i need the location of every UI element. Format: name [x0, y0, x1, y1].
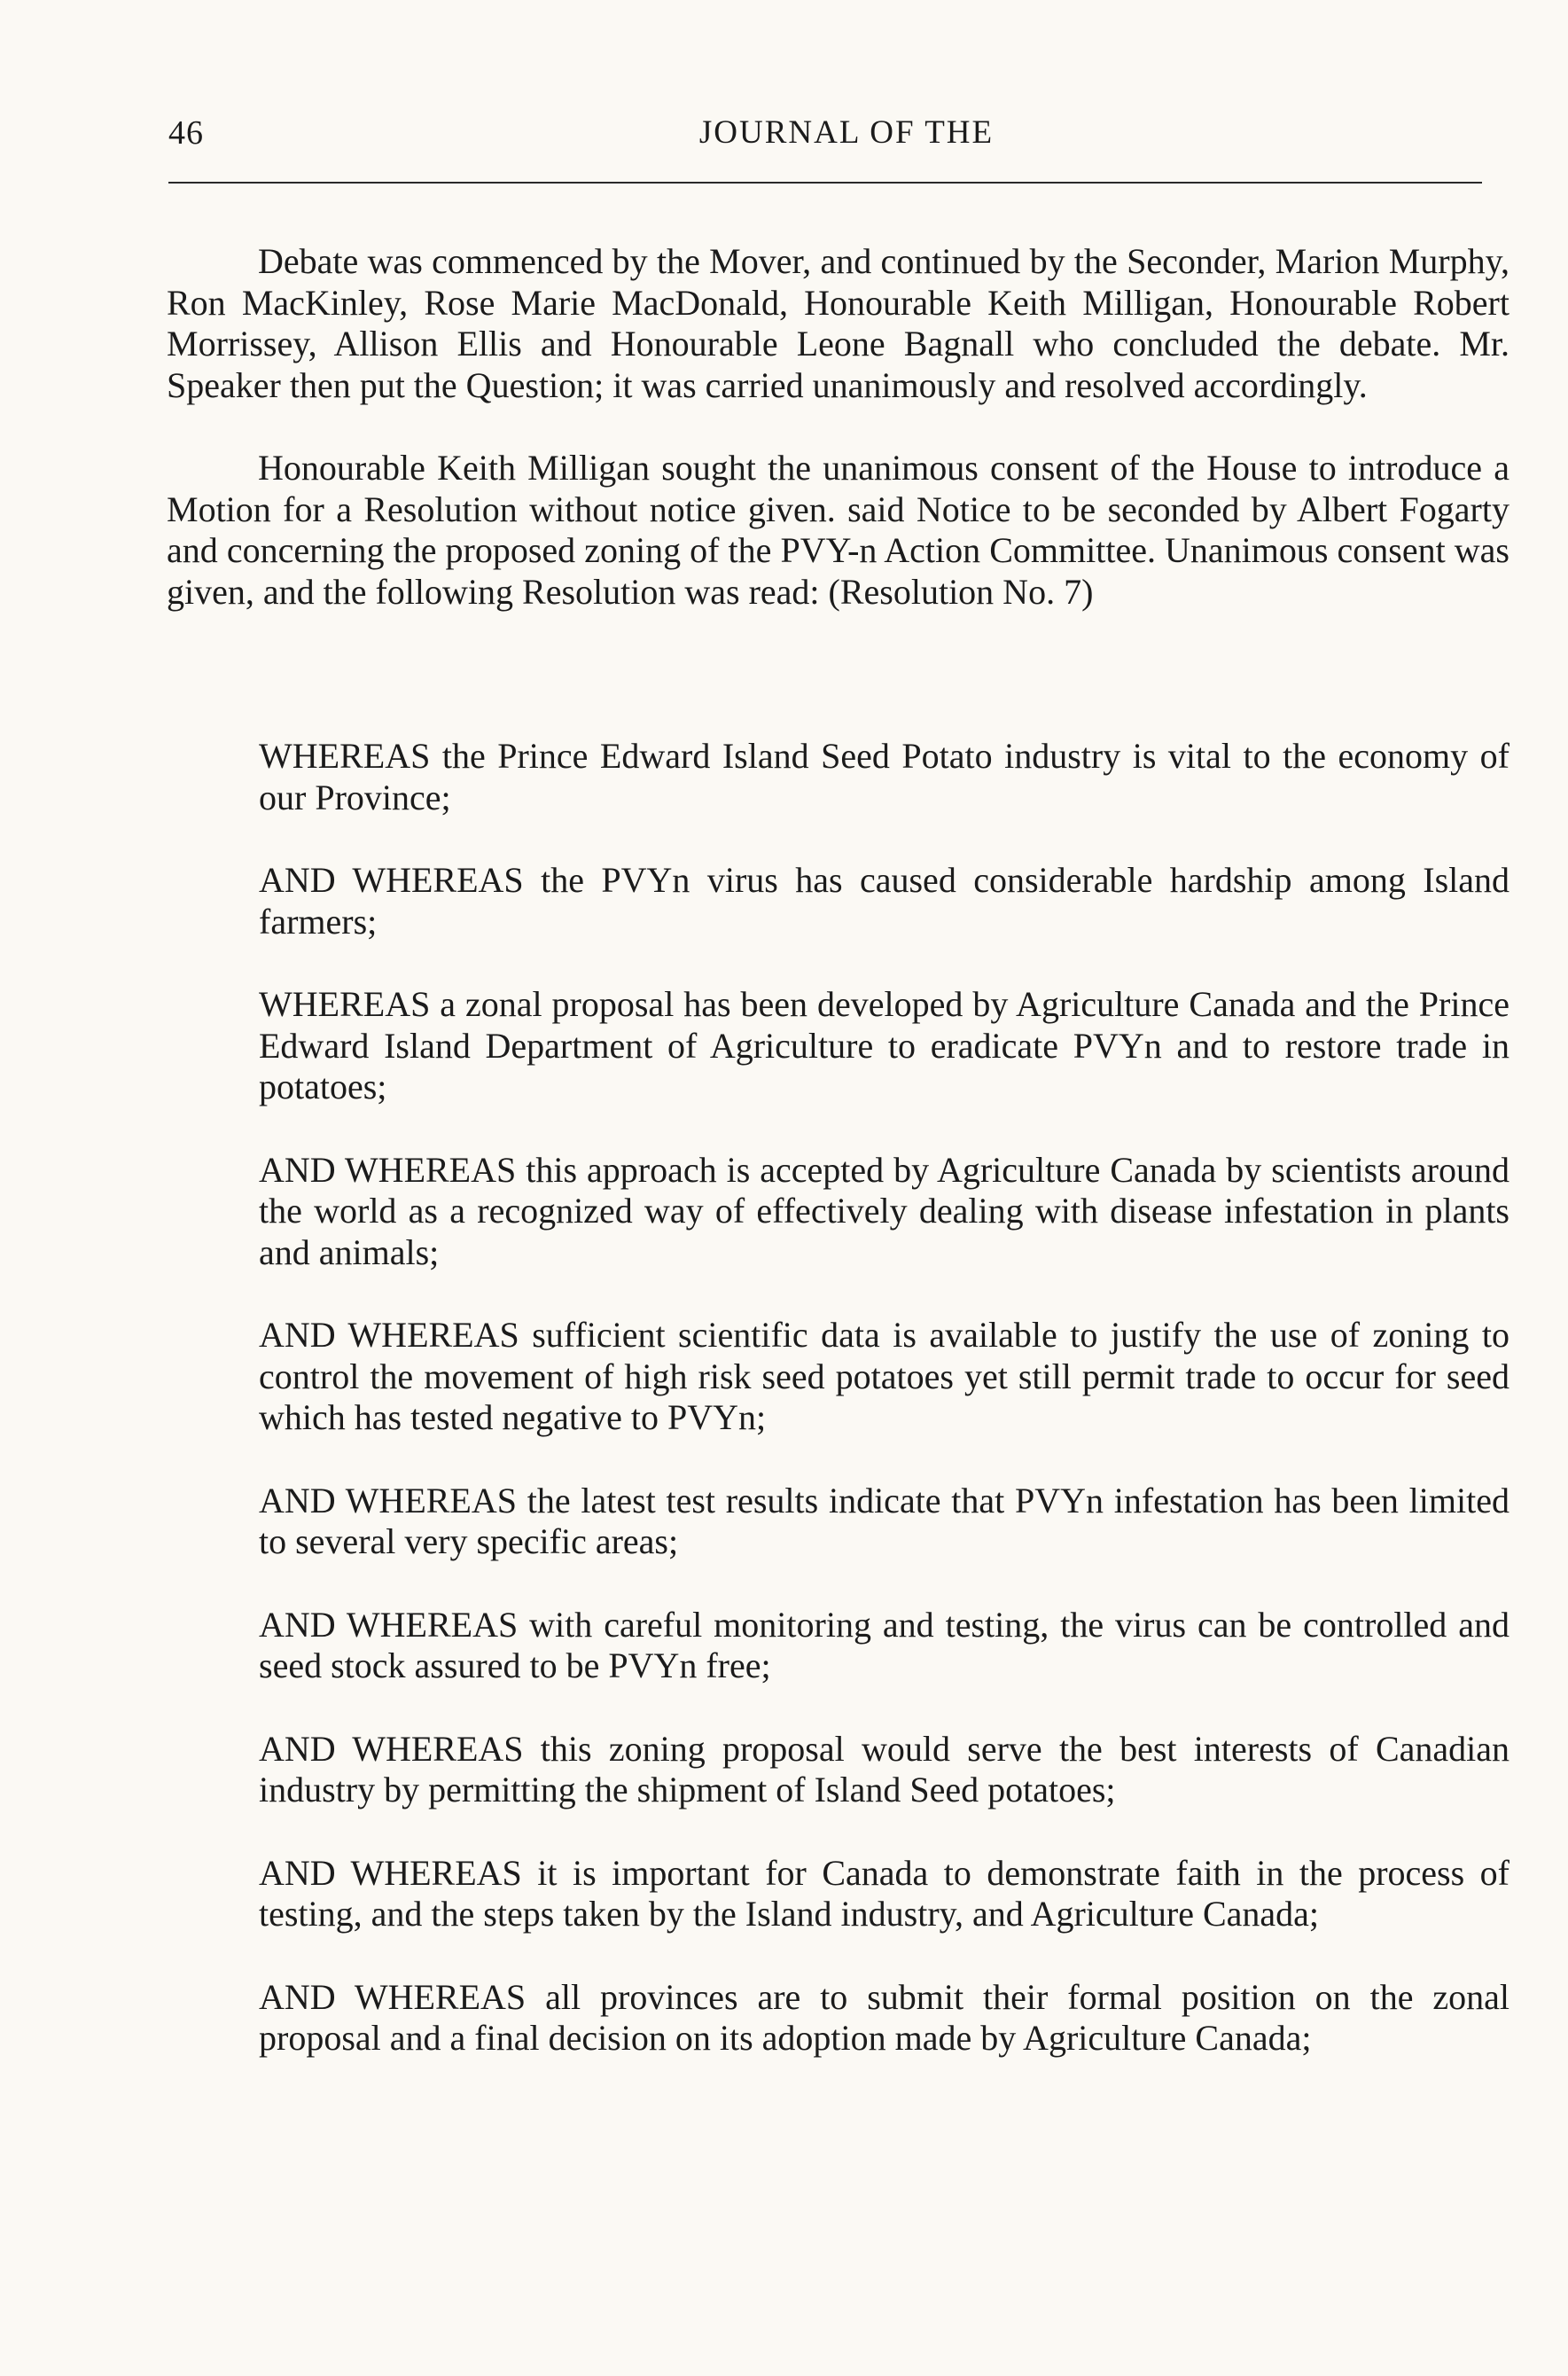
- page-number: 46: [168, 114, 204, 152]
- resolution-text: [259, 736, 1509, 2101]
- page-header: [168, 113, 1480, 158]
- resolution-clause: AND WHEREAS this approach is accepted by Agriculture Canada by scientists around the world as a recognized way of effectively dealing with disease infestation in plants and animals;: [259, 1149, 1509, 1272]
- resolution-clause: AND WHEREAS it is important for Canada to demonstrate faith in the process of testing, and the steps taken by the Island industry, and Agriculture Canada;: [259, 1852, 1509, 1934]
- resolution-clause: AND WHEREAS sufficient scientific data is available to justify the use of zoning to control the movement of high risk seed potatoes yet still permit trade to occur for seed which has tested negative to PVYn;: [259, 1315, 1509, 1437]
- debate-paragraph: Debate was commenced by the Mover, and continued by the Seconder, Marion Murphy, Ron MacKinley, Rose Marie MacDonald, Honourable Keith Milligan, Honourable Robert Morrissey, Allison Ellis and Honourable Leone Bagnall who concluded the debate. Mr. Speaker then put the Question; it was carried unanimously and resolved accordingly.: [167, 241, 1509, 405]
- body-text: [167, 241, 1509, 654]
- resolution-clause: AND WHEREAS all provinces are to submit their formal position on the zonal proposal and a final decision on its adoption made by Agriculture Canada;: [259, 1976, 1509, 2058]
- resolution-clause: WHEREAS the Prince Edward Island Seed Potato industry is vital to the economy of our Province;: [259, 736, 1509, 817]
- resolution-clause: AND WHEREAS this zoning proposal would serve the best interests of Canadian industry by permitting the shipment of Island Seed potatoes;: [259, 1728, 1509, 1809]
- resolution-clause: AND WHEREAS the latest test results indicate that PVYn infestation has been limited to several very specific areas;: [259, 1480, 1509, 1561]
- resolution-clause: AND WHEREAS with careful monitoring and testing, the virus can be controlled and seed stock assured to be PVYn free;: [259, 1604, 1509, 1685]
- resolution-clause: WHEREAS a zonal proposal has been developed by Agriculture Canada and the Prince Edward Island Department of Agriculture to eradicate PVYn and to restore trade in potatoes;: [259, 984, 1509, 1106]
- resolution-clause: AND WHEREAS the PVYn virus has caused considerable hardship among Island farmers;: [259, 860, 1509, 942]
- motion-paragraph: Honourable Keith Milligan sought the unanimous consent of the House to introduce a Motion for a Resolution without notice given. said Notice to be seconded by Albert Fogarty and concerning the proposed zoning of the PVY-n Action Committee. Unanimous consent was given, and the following Resolution was read: (Resolution No. 7): [167, 448, 1509, 612]
- header-rule: [168, 182, 1482, 184]
- running-head: JOURNAL OF THE: [698, 114, 995, 151]
